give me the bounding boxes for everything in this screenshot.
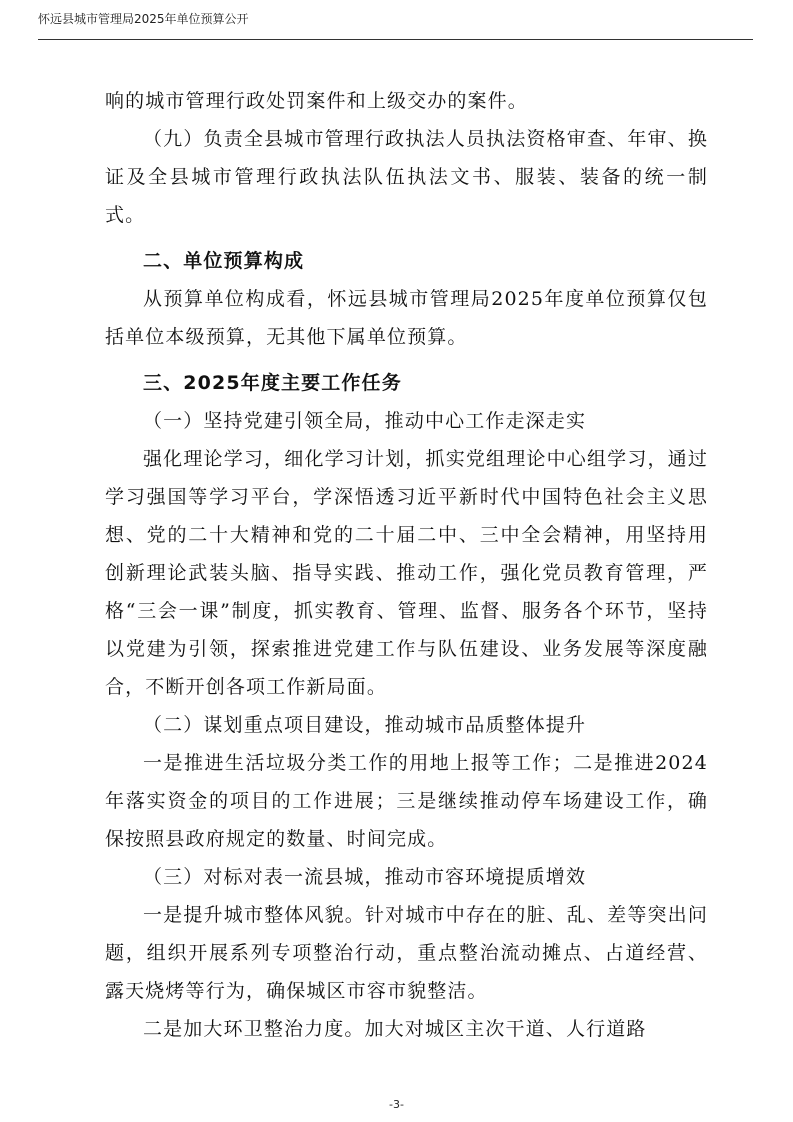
document-body — [105, 82, 708, 1048]
section-heading: 二、单位预算构成 — [143, 250, 305, 272]
subsection-heading: （一）坚持党建引领全局，推动中心工作走深走实 — [143, 410, 587, 432]
paragraph: 强化理论学习，细化学习计划，抓实党组理论中心组学习，通过学习强国等学习平台，学深悟透习近平新时代中国特色社会主义思想、党的二十大精神和党的二十届二中、三中全会精神，用坚持用创新理论武装头脑、指导实践、推动工作，强化党员教育管理，严格“三会一课”制度，抓实教育、管理、监督、服务各个环节，坚持以党建为引领，探索推进党建工作与队伍建设、业务发展等深度融合，不断开创各项工作新局面。 — [105, 448, 708, 698]
section-heading: 三、2025年度主要工作任务 — [143, 372, 402, 394]
paragraph: 从预算单位构成看，怀远县城市管理局2025年度单位预算仅包括单位本级预算，无其他下属单位预算。 — [105, 288, 708, 348]
paragraph: （九）负责全县城市管理行政执法人员执法资格审查、年审、换证及全县城市管理行政执法队伍执法文书、服装、装备的统一制式。 — [105, 128, 708, 226]
paragraph: 一是提升城市整体风貌。针对城市中存在的脏、乱、差等突出问题，组织开展系列专项整治行动，重点整治流动摊点、占道经营、露天烧烤等行为，确保城区市容市貌整洁。 — [105, 904, 708, 1002]
header-divider — [38, 39, 753, 40]
page-header: 怀远县城市管理局2025年单位预算公开 — [38, 12, 249, 26]
paragraph: 响的城市管理行政处罚案件和上级交办的案件。 — [105, 90, 528, 112]
paragraph: 二是加大环卫整治力度。加大对城区主次干道、人行道路 — [143, 1018, 647, 1040]
paragraph: 一是推进生活垃圾分类工作的用地上报等工作；二是推进2024年落实资金的项目的工作进展；三是继续推动停车场建设工作，确保按照县政府规定的数量、时间完成。 — [105, 752, 708, 850]
page-number: -3- — [389, 1098, 404, 1111]
subsection-heading: （三）对标对表一流县城，推动市容环境提质增效 — [143, 866, 587, 888]
subsection-heading: （二）谋划重点项目建设，推动城市品质整体提升 — [143, 714, 587, 736]
